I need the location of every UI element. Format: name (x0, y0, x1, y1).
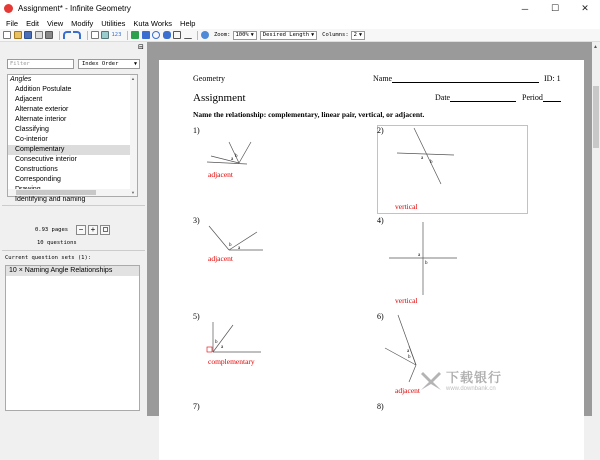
subject: Geometry (193, 74, 225, 83)
topic-item-selected[interactable]: Complementary (8, 145, 137, 155)
undo-icon[interactable] (63, 31, 71, 39)
period-field[interactable]: Period (522, 93, 561, 102)
question-number: 8) (377, 402, 384, 411)
maximize-button[interactable]: ☐ (550, 3, 560, 13)
underline-icon[interactable] (184, 31, 192, 39)
scroll-down-icon[interactable]: ▼ (131, 190, 135, 195)
pin-panel-icon[interactable]: ⊟ (138, 44, 144, 51)
grid-icon[interactable] (173, 31, 181, 39)
menu-file[interactable]: File (6, 18, 19, 28)
add-question-button[interactable]: + (88, 225, 98, 235)
answer-label: adjacent (395, 386, 420, 395)
scroll-thumb[interactable] (593, 86, 599, 148)
globe-icon[interactable] (201, 31, 209, 39)
question-sets-list (5, 265, 140, 411)
topic-item[interactable]: Alternate interior (15, 116, 67, 123)
filter-input[interactable]: Filter (7, 59, 74, 69)
menu-kuta-works[interactable]: Kuta Works (133, 18, 173, 28)
question-number: 4) (377, 216, 384, 225)
title-bar (0, 0, 600, 17)
topic-item[interactable]: Identifying and naming (15, 196, 86, 203)
minimize-button[interactable]: ─ (521, 3, 529, 14)
scroll-up-icon[interactable]: ▲ (593, 44, 598, 50)
topic-item[interactable]: Adjacent (15, 96, 43, 103)
answer-label: adjacent (208, 170, 233, 179)
close-button[interactable]: ✕ (581, 3, 589, 13)
answer-label: adjacent (208, 254, 233, 263)
angle-label: b (229, 243, 232, 248)
page-icon[interactable] (91, 31, 99, 39)
remove-question-button[interactable]: − (76, 225, 86, 235)
app-icon (4, 4, 13, 13)
zoom-label: Zoom: (213, 32, 231, 38)
divider (2, 205, 145, 206)
length-select[interactable]: Desired Length ▼ (260, 31, 317, 40)
angle-label: b (235, 154, 238, 159)
document-canvas[interactable] (147, 42, 592, 416)
question-count: 10 questions (37, 240, 77, 246)
layout-icon[interactable] (163, 31, 171, 39)
angle-label: a (421, 156, 424, 161)
question-set-item[interactable]: 10 × Naming Angle Relationships (6, 266, 139, 276)
angle-label: a (238, 246, 241, 251)
angle-label: a (231, 157, 234, 162)
figure-q2 (397, 128, 454, 184)
angle-label: a (418, 253, 421, 258)
worksheet-page (159, 60, 584, 460)
copy-icon[interactable] (35, 31, 43, 39)
menu-modify[interactable]: Modify (71, 18, 94, 28)
angle-label: b (425, 261, 428, 266)
figure-q1 (207, 142, 251, 164)
menu-help[interactable]: Help (180, 18, 196, 28)
angle-label: b (215, 340, 218, 345)
scroll-up-icon[interactable]: ▲ (131, 76, 135, 81)
toolbar-separator (87, 31, 88, 40)
question-number: 7) (193, 402, 200, 411)
figure-q4 (389, 222, 457, 295)
toolbar-separator (197, 31, 198, 40)
link-icon[interactable] (152, 31, 160, 39)
zoom-select[interactable]: 100% ▼ (233, 31, 257, 40)
angle-label: a (221, 345, 224, 350)
topic-category[interactable]: Angles (10, 76, 32, 83)
open-folder-icon[interactable] (14, 31, 22, 39)
document-title: Assignment (193, 92, 246, 104)
question-number: 3) (193, 216, 200, 225)
menu-edit[interactable]: Edit (26, 18, 40, 28)
menu-bar (0, 17, 600, 29)
chevron-down-icon: ▼ (250, 32, 254, 38)
watermark-text: 下载银行 (446, 370, 503, 385)
topic-list-hscrollbar[interactable] (8, 189, 131, 196)
watermark-logo (420, 367, 502, 392)
print-icon[interactable] (45, 31, 53, 39)
name-field[interactable]: Name (373, 74, 539, 83)
angle-label: b (408, 355, 411, 360)
chevron-down-icon: ▼ (311, 32, 315, 38)
id-label: ID: 1 (544, 74, 561, 83)
question-number: 1) (193, 126, 200, 135)
angle-label: b (430, 160, 433, 165)
scroll-thumb[interactable] (16, 190, 96, 195)
columns-select[interactable]: 2 ▼ (351, 31, 365, 40)
answer-label: vertical (395, 296, 418, 305)
topic-list (7, 74, 138, 203)
topic-list-scrollbar[interactable] (130, 75, 137, 196)
topic-item[interactable]: Corresponding (15, 176, 61, 183)
chevron-down-icon: ▼ (133, 61, 137, 67)
columns-label: Columns: (322, 32, 349, 38)
numbering-button[interactable]: 123 (111, 32, 122, 38)
topic-item[interactable]: Classifying (15, 126, 49, 133)
toolbar-separator (59, 31, 60, 40)
toolbar (0, 29, 600, 42)
save-icon[interactable] (24, 31, 32, 39)
divider (2, 250, 145, 251)
topic-item[interactable]: Consecutive interior (15, 156, 77, 163)
chevron-down-icon: ▼ (358, 32, 362, 38)
order-select[interactable]: Index Order ▼ (78, 59, 140, 69)
redo-icon[interactable] (73, 31, 81, 39)
topic-item[interactable]: Alternate exterior (15, 106, 69, 113)
page-count: 0.93 pages (35, 227, 69, 233)
topic-item[interactable]: Constructions (15, 166, 58, 173)
answer-label: vertical (395, 202, 418, 211)
figure-q6 (385, 315, 416, 382)
menu-utilities[interactable]: Utilities (101, 18, 126, 28)
window-title: Assignment* - Infinite Geometry (18, 4, 131, 13)
date-field[interactable]: Date (435, 93, 516, 102)
regenerate-icon[interactable] (142, 31, 150, 39)
menu-view[interactable]: View (47, 18, 64, 28)
question-number: 2) (377, 126, 384, 135)
question-number: 6) (377, 312, 384, 321)
figure-q5 (207, 322, 261, 352)
figure-q3 (209, 226, 263, 251)
question-sets-label: Current question sets (1): (5, 255, 92, 261)
watermark-icon (420, 369, 442, 391)
canvas-scrollbar[interactable] (592, 42, 600, 416)
add-question-icon[interactable] (131, 31, 139, 39)
toolbar-separator (127, 31, 128, 40)
instructions: Name the relationship: complementary, linear pair, vertical, or adjacent. (193, 110, 425, 119)
topic-item[interactable]: Co-interior (15, 136, 48, 143)
new-document-icon[interactable] (3, 31, 11, 39)
answer-label: complementary (208, 357, 255, 366)
topic-item[interactable]: Addition Postulate (15, 86, 72, 93)
watermark-url: www.downbank.cn (446, 386, 496, 392)
question-number: 5) (193, 312, 200, 321)
clear-icon[interactable] (100, 225, 110, 235)
angle-label: a (407, 349, 410, 354)
image-icon[interactable] (101, 31, 109, 39)
